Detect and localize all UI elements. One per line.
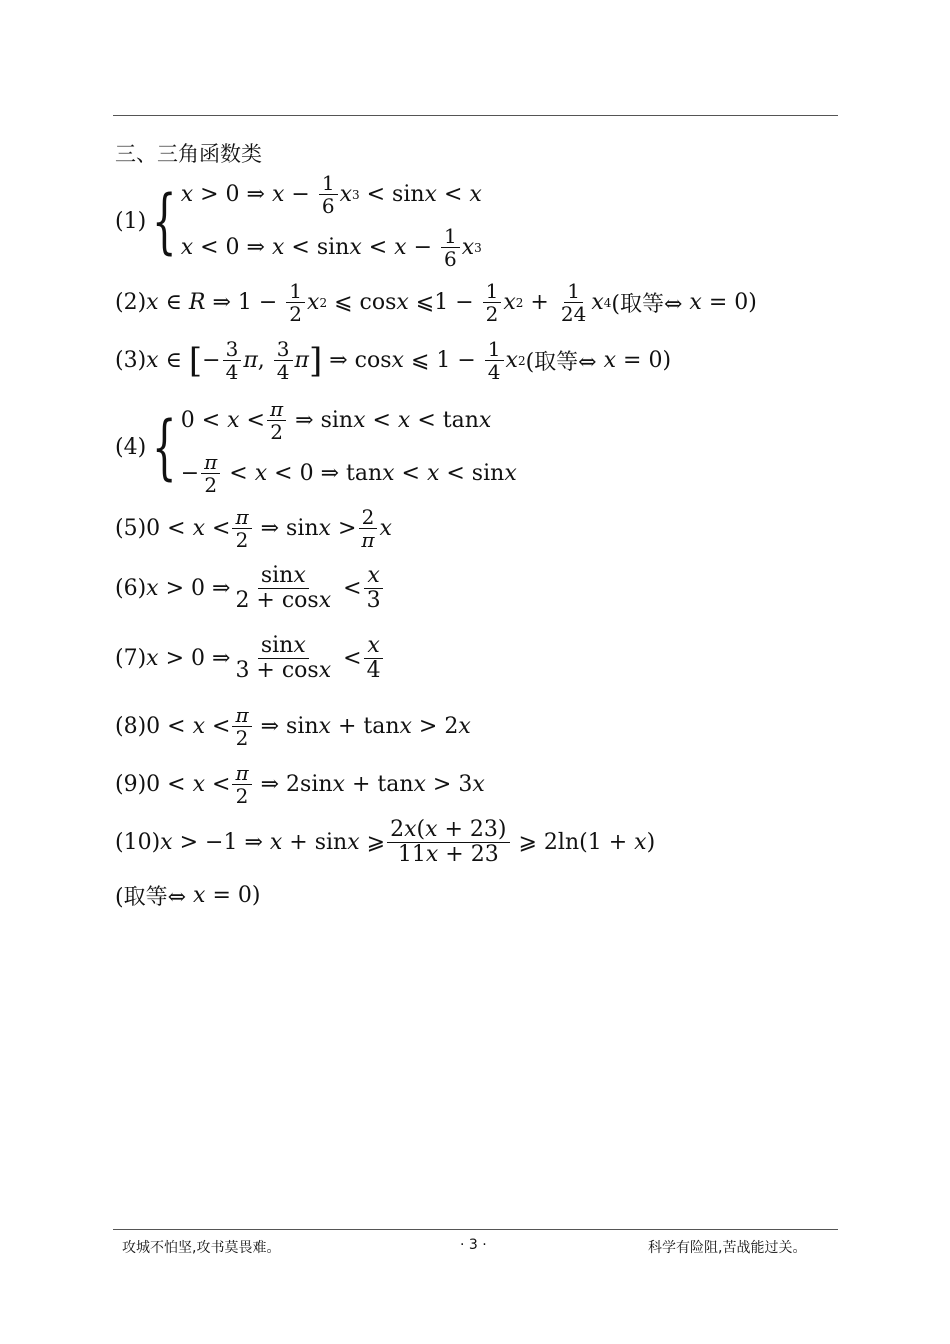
formula-label: (4) xyxy=(115,434,147,460)
formula-1-row-2: x < 0 ⇒ x < sin x < x − $\frac{1}{6}$ x 3 xyxy=(180,224,482,271)
formula-label: (1) xyxy=(115,208,147,234)
formula-label: (7) xyxy=(115,646,147,672)
formula-2: (2) x ∈ R ⇒ 1 − $\frac{1}{2}$ x 2 ⩽ cos x ⩽1 − $\frac{1}{2}$ x 2 + $\frac{1}{24}$ x 4 (取等⇔ x = 0) xyxy=(115,279,757,326)
formula-label: (8) xyxy=(115,714,147,739)
fraction: $\frac{1}{6}$ xyxy=(441,225,460,270)
left-brace: { xyxy=(152,180,177,262)
top-rule xyxy=(113,115,838,116)
formula-label: (6) xyxy=(115,576,147,602)
formula-10-equality-note: (取等⇔ x = 0) xyxy=(115,883,261,910)
equality-note: (取等⇔ xyxy=(611,292,683,317)
formula-label: (2) xyxy=(115,290,147,315)
formula-label: (3) xyxy=(115,348,147,373)
section-title: 三、三角函数类 xyxy=(115,142,262,166)
formula-4-row-2: − $\frac{\pi}{2}$ < x < 0 ⇒ tan x < x < sin x xyxy=(180,450,517,497)
formula-4-row-1: 0 < x < $\frac{\pi}{2}$ ⇒ sin x < x < tan x xyxy=(180,397,492,444)
page-number: · 3 · xyxy=(460,1237,487,1253)
formula-6: (6) x > 0 ⇒ $\frac{\sin x}{2 + \cos x}$ < $\frac{x}{3}$ xyxy=(115,564,386,613)
formula-8: (8) 0 < x < $\frac{\pi}{2}$ ⇒ sin x + tan x > 2 x xyxy=(115,703,471,750)
bottom-rule xyxy=(113,1229,838,1230)
formula-label: (9) xyxy=(115,772,147,797)
footer-left-motto: 攻城不怕坚,攻书莫畏难。 xyxy=(122,1240,281,1256)
left-brace: { xyxy=(152,406,177,488)
formula-4 xyxy=(115,398,517,496)
formula-10: (10) x > −1 ⇒ x + sin x ⩾ $\frac{2x(x + 23)}{11x + 23}$ ⩾ 2ln(1 + x ) xyxy=(115,817,656,868)
formula-label: (10) xyxy=(115,830,161,856)
formula-9: (9) 0 < x < $\frac{\pi}{2}$ ⇒ 2sin x + tan x > 3 x xyxy=(115,761,485,808)
formula-7: (7) x > 0 ⇒ $\frac{\sin x}{3 + \cos x}$ < $\frac{x}{4}$ xyxy=(115,634,386,683)
equality-note: (取等⇔ xyxy=(525,350,597,375)
footer-right-motto: 科学有险阻,苦战能过关。 xyxy=(648,1240,807,1256)
formula-1-row-1: x > 0 ⇒ x − $\frac{1}{6}$ x 3 < sin x < x xyxy=(180,171,482,218)
formula-3: (3) x ∈ [ − $\frac{3}{4}$ π , $\frac{3}{4}$ π ] ⇒ cos x ⩽ 1 − $\frac{1}{4}$ x 2 (取等⇔ x = 0) xyxy=(115,337,672,384)
formula-1 xyxy=(115,172,482,270)
formula-label: (5) xyxy=(115,516,147,541)
formula-5: (5) 0 < x < $\frac{\pi}{2}$ ⇒ sin x > $\frac{2}{\pi}$ x xyxy=(115,505,392,552)
fraction: $\frac{1}{6}$ xyxy=(319,172,338,217)
